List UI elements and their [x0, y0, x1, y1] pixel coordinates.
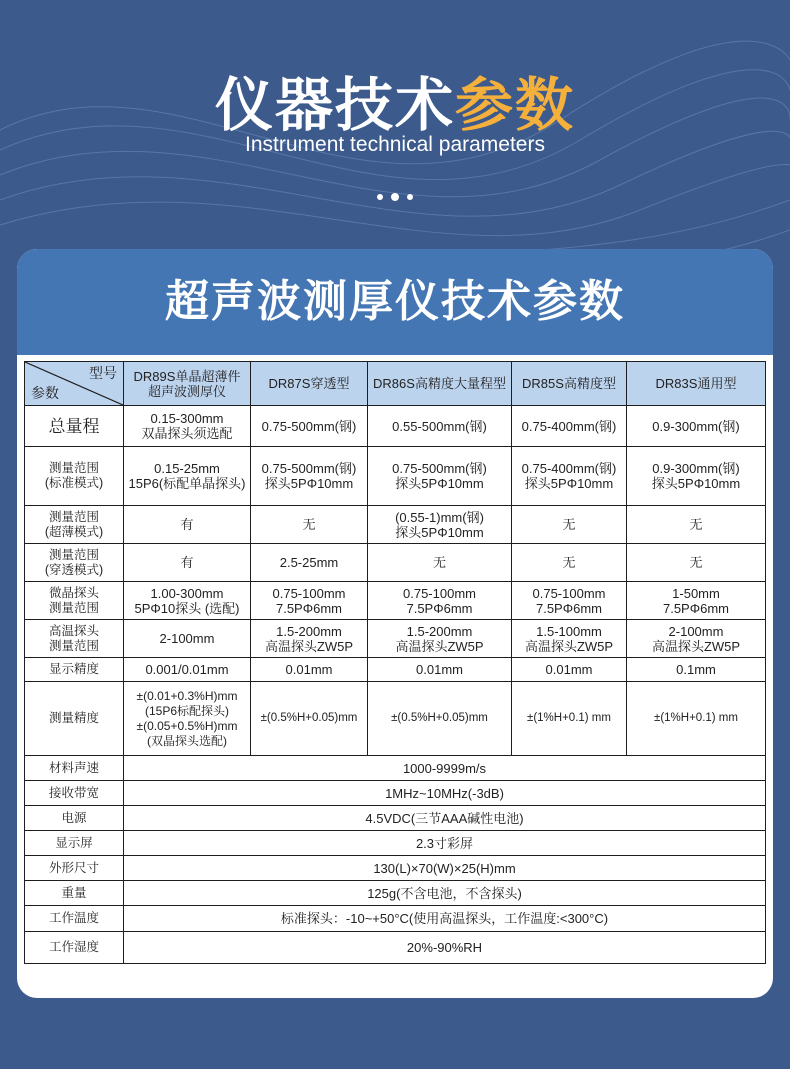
spec-cell: 1000-9999m/s — [124, 756, 766, 781]
spec-cell: 0.9-300mm(钢) 探头5PΦ10mm — [627, 447, 766, 506]
spec-cell: 无 — [368, 544, 512, 582]
dots-decoration — [0, 186, 790, 205]
table-row — [25, 781, 766, 806]
spec-cell: 0.001/0.01mm — [124, 658, 251, 682]
row-label: 总量程 — [25, 406, 124, 447]
row-label: 外形尺寸 — [25, 856, 124, 881]
spec-cell: 1MHz~10MHz(-3dB) — [124, 781, 766, 806]
spec-cell: 0.75-100mm 7.5PΦ6mm — [251, 582, 368, 620]
spec-cell: 无 — [627, 506, 766, 544]
spec-cell: 125g(不含电池，不含探头) — [124, 881, 766, 906]
table-row — [25, 906, 766, 932]
table-row — [25, 856, 766, 881]
spec-cell: 无 — [627, 544, 766, 582]
page-title-main: 仪器技术 — [214, 71, 455, 139]
spec-cell: 0.75-400mm(钢) — [512, 406, 627, 447]
spec-cell: 0.01mm — [512, 658, 627, 682]
spec-cell: 0.75-500mm(钢) 探头5PΦ10mm — [368, 447, 512, 506]
spec-cell: 0.75-100mm 7.5PΦ6mm — [512, 582, 627, 620]
row-label: 材料声速 — [25, 756, 124, 781]
spec-card — [17, 249, 773, 998]
table-row — [25, 620, 766, 658]
spec-cell: 1.00-300mm 5PΦ10探头 (选配) — [124, 582, 251, 620]
row-label: 微晶探头 测量范围 — [25, 582, 124, 620]
model-header-cell: DR89S单晶超薄件 超声波测厚仪 — [124, 362, 251, 406]
spec-cell: 0.75-500mm(钢) 探头5PΦ10mm — [251, 447, 368, 506]
row-label: 高温探头 测量范围 — [25, 620, 124, 658]
table-row — [25, 881, 766, 906]
row-label: 测量范围 (穿透模式) — [25, 544, 124, 582]
spec-cell: 无 — [512, 544, 627, 582]
spec-cell: 0.01mm — [368, 658, 512, 682]
table-corner-cell — [25, 362, 124, 406]
table-row — [25, 582, 766, 620]
spec-cell: ±(1%H+0.1) mm — [512, 682, 627, 756]
spec-cell: 0.55-500mm(钢) — [368, 406, 512, 447]
spec-cell: 2-100mm 高温探头ZW5P — [627, 620, 766, 658]
table-row — [25, 544, 766, 582]
table-row — [25, 506, 766, 544]
spec-cell: 0.01mm — [251, 658, 368, 682]
page-title — [0, 58, 790, 142]
spec-cell: 0.9-300mm(钢) — [627, 406, 766, 447]
row-label: 测量精度 — [25, 682, 124, 756]
page-title-accent: 参数 — [455, 71, 576, 139]
table-row — [25, 756, 766, 781]
spec-cell: 1-50mm 7.5PΦ6mm — [627, 582, 766, 620]
spec-table — [24, 361, 766, 964]
table-row — [25, 406, 766, 447]
model-header-cell: DR87S穿透型 — [251, 362, 368, 406]
table-header-row — [25, 362, 766, 406]
spec-cell: 130(L)×70(W)×25(H)mm — [124, 856, 766, 881]
spec-cell: 有 — [124, 544, 251, 582]
row-label: 显示精度 — [25, 658, 124, 682]
spec-cell: 1.5-200mm 高温探头ZW5P — [368, 620, 512, 658]
spec-cell: 0.75-500mm(钢) — [251, 406, 368, 447]
spec-cell: 0.1mm — [627, 658, 766, 682]
row-label: 重量 — [25, 881, 124, 906]
spec-cell: 无 — [251, 506, 368, 544]
table-row — [25, 682, 766, 756]
row-label: 测量范围 (超薄模式) — [25, 506, 124, 544]
spec-cell: 1.5-200mm 高温探头ZW5P — [251, 620, 368, 658]
spec-cell: 0.15-300mm 双晶探头须选配 — [124, 406, 251, 447]
corner-param-label: 参数 — [31, 385, 59, 401]
spec-cell: 0.75-100mm 7.5PΦ6mm — [368, 582, 512, 620]
spec-cell: 2.5-25mm — [251, 544, 368, 582]
table-row — [25, 806, 766, 831]
spec-cell: 0.75-400mm(钢) 探头5PΦ10mm — [512, 447, 627, 506]
spec-cell: 无 — [512, 506, 627, 544]
spec-cell: 标准探头：-10~+50°C(使用高温探头，工作温度:<300°C) — [124, 906, 766, 932]
row-label: 测量范围 (标准模式) — [25, 447, 124, 506]
table-row — [25, 831, 766, 856]
model-header-cell: DR85S高精度型 — [512, 362, 627, 406]
spec-cell: ±(1%H+0.1) mm — [627, 682, 766, 756]
row-label: 工作温度 — [25, 906, 124, 932]
spec-cell: 4.5VDC(三节AAA碱性电池) — [124, 806, 766, 831]
row-label: 接收带宽 — [25, 781, 124, 806]
table-row — [25, 447, 766, 506]
spec-cell: ±(0.01+0.3%H)mm (15P6标配探头) ±(0.05+0.5%H)mm (双晶探头选配) — [124, 682, 251, 756]
table-row — [25, 658, 766, 682]
row-label: 电源 — [25, 806, 124, 831]
spec-cell: 20%-90%RH — [124, 932, 766, 964]
spec-cell: 有 — [124, 506, 251, 544]
page-subtitle: Instrument technical parameters — [245, 133, 545, 156]
spec-card-title: 超声波测厚仪技术参数 — [17, 249, 773, 355]
spec-cell: 2.3寸彩屏 — [124, 831, 766, 856]
row-label: 显示屏 — [25, 831, 124, 856]
table-row — [25, 932, 766, 964]
row-label: 工作湿度 — [25, 932, 124, 964]
spec-cell: 2-100mm — [124, 620, 251, 658]
spec-cell: 0.15-25mm 15P6(标配单晶探头) — [124, 447, 251, 506]
spec-cell: ±(0.5%H+0.05)mm — [251, 682, 368, 756]
spec-cell: 1.5-100mm 高温探头ZW5P — [512, 620, 627, 658]
corner-model-label: 型号 — [89, 365, 117, 381]
model-header-cell: DR83S通用型 — [627, 362, 766, 406]
spec-cell: ±(0.5%H+0.05)mm — [368, 682, 512, 756]
spec-cell: (0.55-1)mm(钢) 探头5PΦ10mm — [368, 506, 512, 544]
model-header-cell: DR86S高精度大量程型 — [368, 362, 512, 406]
